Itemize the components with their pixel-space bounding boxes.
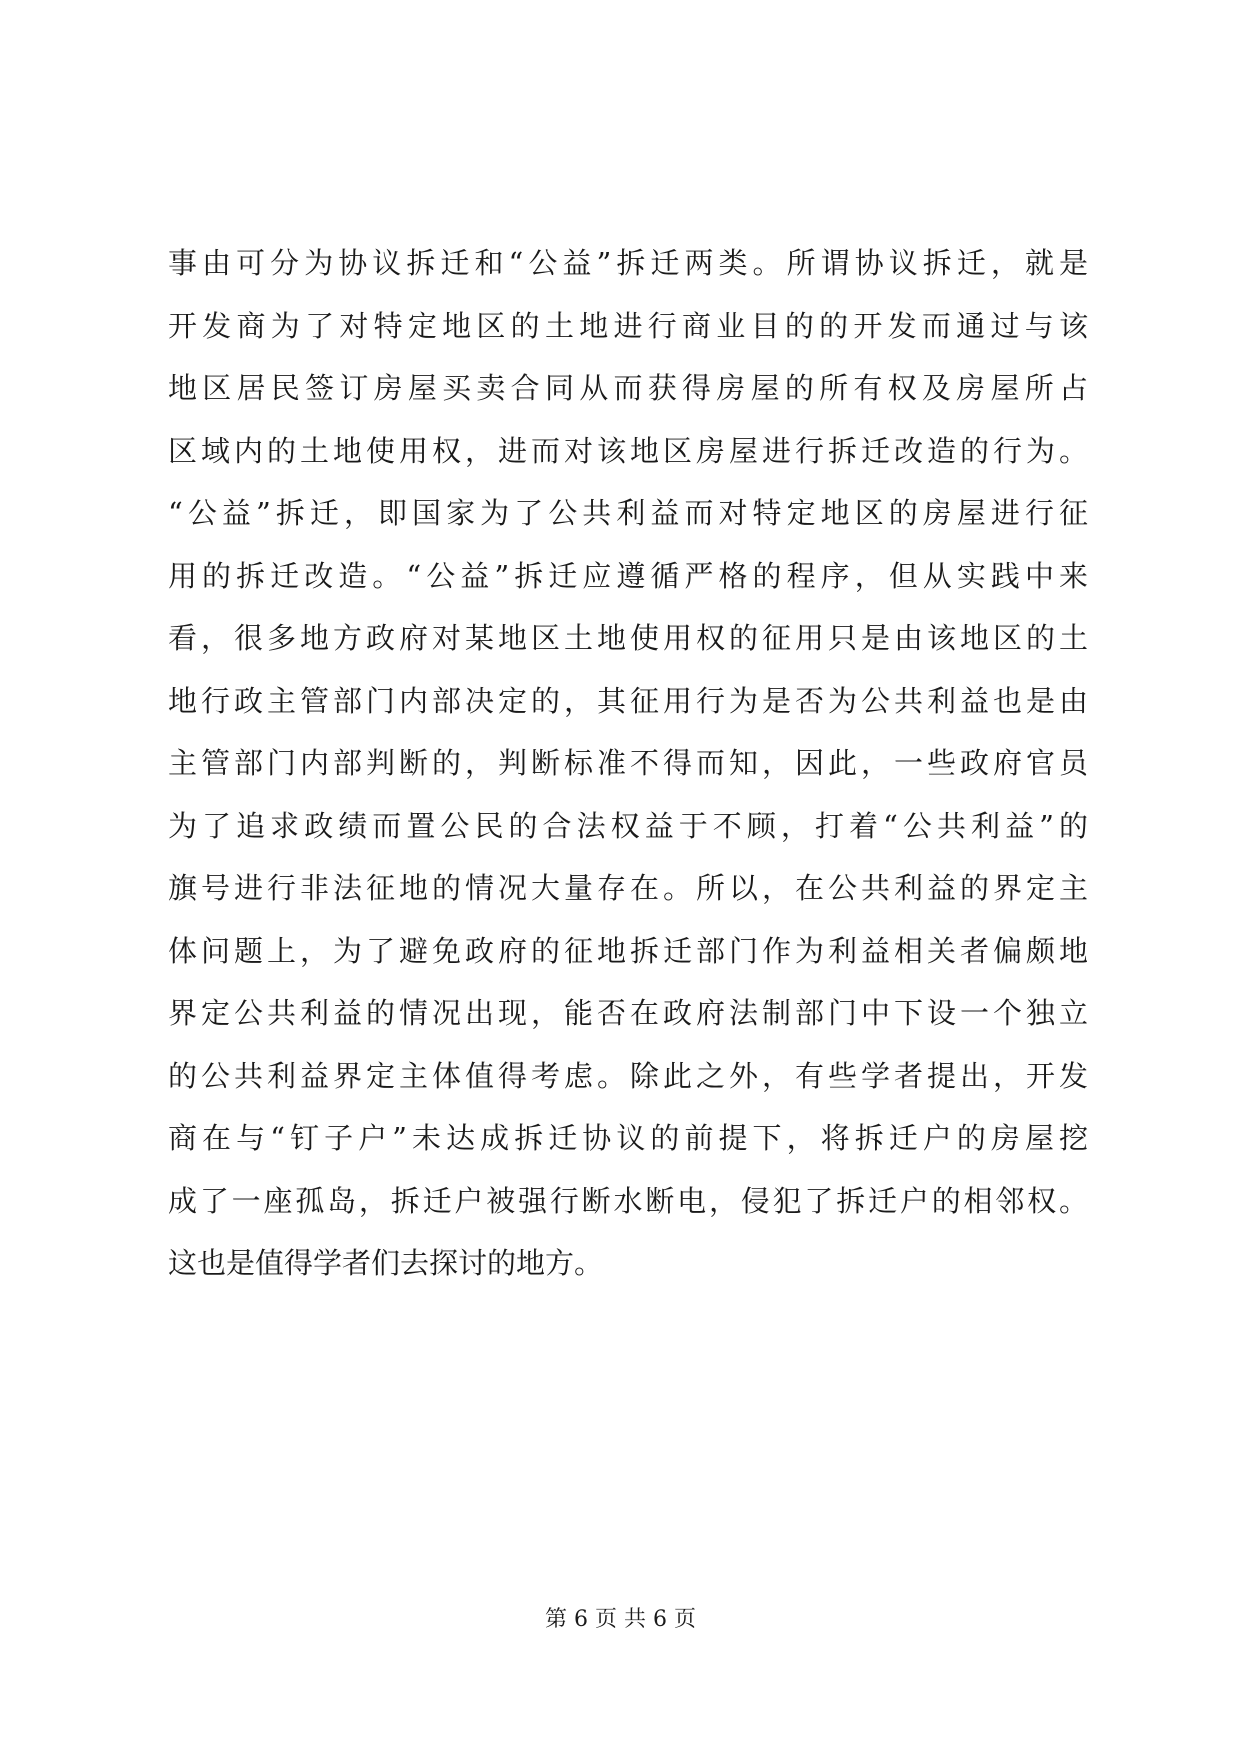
text-line: 的公共利益界定主体值得考虑。除此之外，有些学者提出，开发 bbox=[168, 1058, 1088, 1093]
text-line: 成了一座孤岛，拆迁户被强行断水断电，侵犯了拆迁户的相邻权。 bbox=[168, 1183, 1088, 1218]
text-line: “公益”拆迁，即国家为了公共利益而对特定地区的房屋进行征 bbox=[168, 496, 1088, 530]
page-footer: 第 6 页 共 6 页 bbox=[545, 1607, 696, 1632]
text-line: 体问题上，为了避免政府的征地拆迁部门作为利益相关者偏颇地 bbox=[168, 933, 1088, 968]
text-line: 事由可分为协议拆迁和“公益”拆迁两类。所谓协议拆迁，就是 bbox=[168, 246, 1088, 280]
text-line: 看，很多地方政府对某地区土地使用权的征用只是由该地区的土 bbox=[168, 621, 1088, 655]
text-line: 主管部门内部判断的，判断标准不得而知，因此，一些政府官员 bbox=[168, 746, 1088, 780]
text-line: 地行政主管部门内部决定的，其征用行为是否为公共利益也是由 bbox=[168, 683, 1088, 718]
text-line: 为了追求政绩而置公民的合法权益于不顾，打着“公共利益”的 bbox=[168, 808, 1088, 843]
text-line: 开发商为了对特定地区的土地进行商业目的的开发而通过与该 bbox=[168, 308, 1088, 343]
body-paragraph bbox=[168, 232, 1088, 1295]
text-line: 区域内的土地使用权，进而对该地区房屋进行拆迁改造的行为。 bbox=[168, 433, 1088, 468]
text-line: 商在与“钉子户”未达成拆迁协议的前提下，将拆迁户的房屋挖 bbox=[168, 1121, 1088, 1155]
text-line: 地区居民签订房屋买卖合同从而获得房屋的所有权及房屋所占 bbox=[168, 371, 1088, 405]
text-line: 用的拆迁改造。“公益”拆迁应遵循严格的程序，但从实践中来 bbox=[168, 558, 1088, 593]
text-line: 这也是值得学者们去探讨的地方。 bbox=[168, 1246, 604, 1280]
text-line: 界定公共利益的情况出现，能否在政府法制部门中下设一个独立 bbox=[168, 996, 1088, 1030]
text-line: 旗号进行非法征地的情况大量存在。所以，在公共利益的界定主 bbox=[168, 871, 1088, 905]
